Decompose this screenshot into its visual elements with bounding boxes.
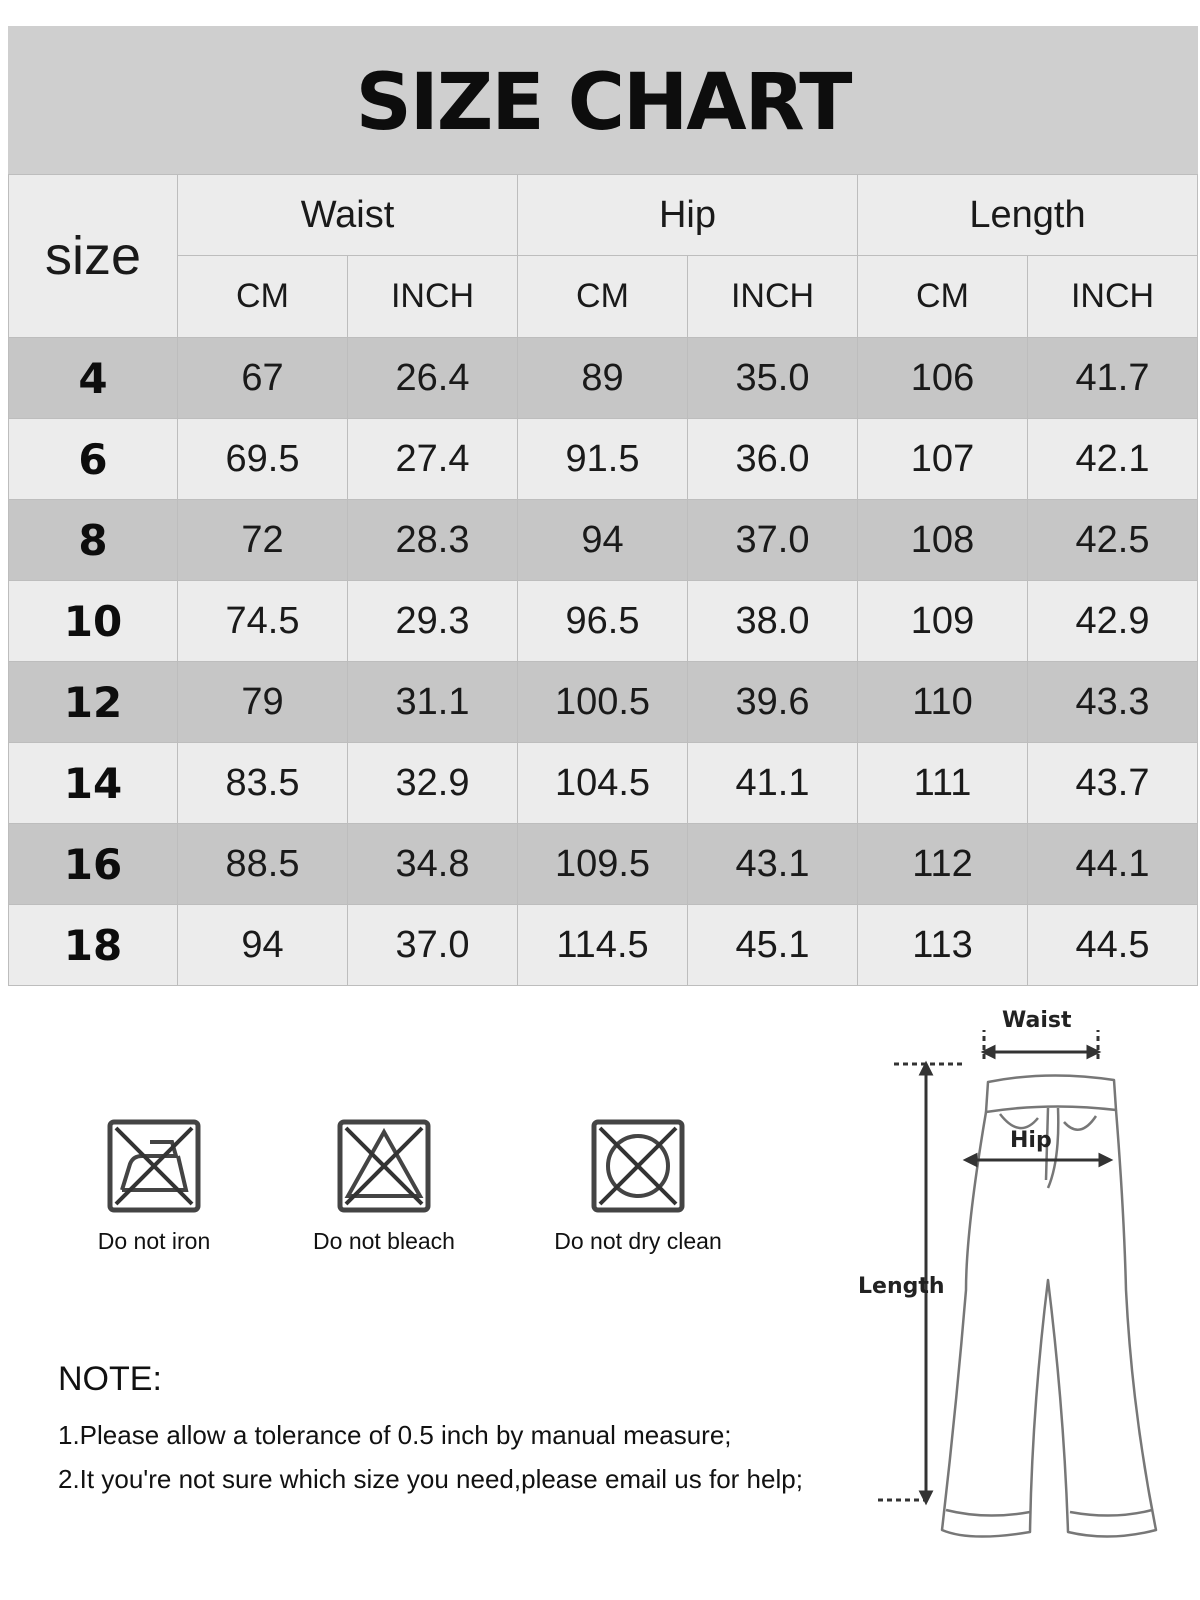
measurement-cell: 96.5 <box>518 581 688 662</box>
hip-measure-label: Hip <box>1010 1128 1052 1153</box>
measurement-cell: 42.5 <box>1028 500 1198 581</box>
measurement-cell: 45.1 <box>688 905 858 986</box>
measurement-cell: 111 <box>858 743 1028 824</box>
measurement-cell: 35.0 <box>688 338 858 419</box>
measurement-cell: 36.0 <box>688 419 858 500</box>
care-label: Do not iron <box>97 1228 211 1254</box>
unit-header: CM <box>518 256 688 338</box>
size-cell: 6 <box>9 419 178 500</box>
table-header-row <box>9 175 1198 256</box>
table-row <box>9 662 1198 743</box>
measurement-cell: 37.0 <box>348 905 518 986</box>
length-group-header: Length <box>858 175 1198 256</box>
measurement-cell: 88.5 <box>178 824 348 905</box>
measurement-cell: 27.4 <box>348 419 518 500</box>
note-section <box>58 1360 878 1501</box>
flare-pants-icon <box>870 1030 1190 1570</box>
table-unit-row <box>9 256 1198 338</box>
unit-header: INCH <box>1028 256 1198 338</box>
measurement-cell: 100.5 <box>518 662 688 743</box>
measurement-cell: 83.5 <box>178 743 348 824</box>
measurement-cell: 106 <box>858 338 1028 419</box>
measurement-cell: 38.0 <box>688 581 858 662</box>
page-title: SIZE CHART <box>355 58 851 148</box>
measurement-cell: 110 <box>858 662 1028 743</box>
measurement-diagram <box>858 1008 1190 1570</box>
unit-header: INCH <box>688 256 858 338</box>
table-body <box>9 338 1198 986</box>
unit-header: INCH <box>348 256 518 338</box>
care-item-no-iron <box>54 1118 254 1255</box>
measurement-cell: 109.5 <box>518 824 688 905</box>
note-line: 2.It you're not sure which size you need,please email us for help; <box>58 1464 803 1494</box>
measurement-cell: 113 <box>858 905 1028 986</box>
measurement-cell: 72 <box>178 500 348 581</box>
size-cell: 10 <box>9 581 178 662</box>
no-bleach-icon <box>336 1118 432 1214</box>
measurement-cell: 37.0 <box>688 500 858 581</box>
measurement-cell: 44.5 <box>1028 905 1198 986</box>
table-row <box>9 743 1198 824</box>
measurement-cell: 104.5 <box>518 743 688 824</box>
waist-group-header: Waist <box>178 175 518 256</box>
note-heading: NOTE: <box>58 1360 162 1398</box>
table-row <box>9 581 1198 662</box>
measurement-cell: 43.7 <box>1028 743 1198 824</box>
measurement-cell: 42.1 <box>1028 419 1198 500</box>
measurement-cell: 28.3 <box>348 500 518 581</box>
size-cell: 16 <box>9 824 178 905</box>
size-cell: 18 <box>9 905 178 986</box>
waist-measure-label: Waist <box>1002 1008 1072 1033</box>
care-item-no-dry-clean <box>538 1118 738 1255</box>
measurement-cell: 108 <box>858 500 1028 581</box>
measurement-cell: 79 <box>178 662 348 743</box>
care-item-no-bleach <box>284 1118 484 1255</box>
measurement-cell: 43.3 <box>1028 662 1198 743</box>
measurement-cell: 39.6 <box>688 662 858 743</box>
unit-header: CM <box>178 256 348 338</box>
measurement-cell: 29.3 <box>348 581 518 662</box>
measurement-cell: 114.5 <box>518 905 688 986</box>
measurement-cell: 74.5 <box>178 581 348 662</box>
table-row <box>9 500 1198 581</box>
size-cell: 14 <box>9 743 178 824</box>
size-cell: 4 <box>9 338 178 419</box>
measurement-cell: 69.5 <box>178 419 348 500</box>
length-measure-label: Length <box>858 1274 945 1299</box>
size-table <box>8 174 1198 986</box>
measurement-cell: 94 <box>518 500 688 581</box>
measurement-cell: 34.8 <box>348 824 518 905</box>
size-column-header: size <box>9 175 178 338</box>
measurement-cell: 26.4 <box>348 338 518 419</box>
table-row <box>9 419 1198 500</box>
measurement-cell: 89 <box>518 338 688 419</box>
measurement-cell: 91.5 <box>518 419 688 500</box>
no-dry-clean-icon <box>590 1118 686 1214</box>
measurement-cell: 42.9 <box>1028 581 1198 662</box>
measurement-cell: 41.1 <box>688 743 858 824</box>
size-cell: 8 <box>9 500 178 581</box>
measurement-cell: 107 <box>858 419 1028 500</box>
size-cell: 12 <box>9 662 178 743</box>
measurement-cell: 94 <box>178 905 348 986</box>
measurement-cell: 31.1 <box>348 662 518 743</box>
measurement-cell: 112 <box>858 824 1028 905</box>
table-row <box>9 824 1198 905</box>
measurement-cell: 67 <box>178 338 348 419</box>
measurement-cell: 41.7 <box>1028 338 1198 419</box>
hip-group-header: Hip <box>518 175 858 256</box>
care-label: Do not dry clean <box>554 1228 722 1254</box>
care-label: Do not bleach <box>313 1228 455 1254</box>
title-band <box>8 26 1198 174</box>
no-iron-icon <box>106 1118 202 1214</box>
measurement-cell: 32.9 <box>348 743 518 824</box>
table-row <box>9 905 1198 986</box>
measurement-cell: 44.1 <box>1028 824 1198 905</box>
unit-header: CM <box>858 256 1028 338</box>
measurement-cell: 109 <box>858 581 1028 662</box>
table-row <box>9 338 1198 419</box>
note-line: 1.Please allow a tolerance of 0.5 inch by manual measure; <box>58 1420 732 1450</box>
measurement-cell: 43.1 <box>688 824 858 905</box>
